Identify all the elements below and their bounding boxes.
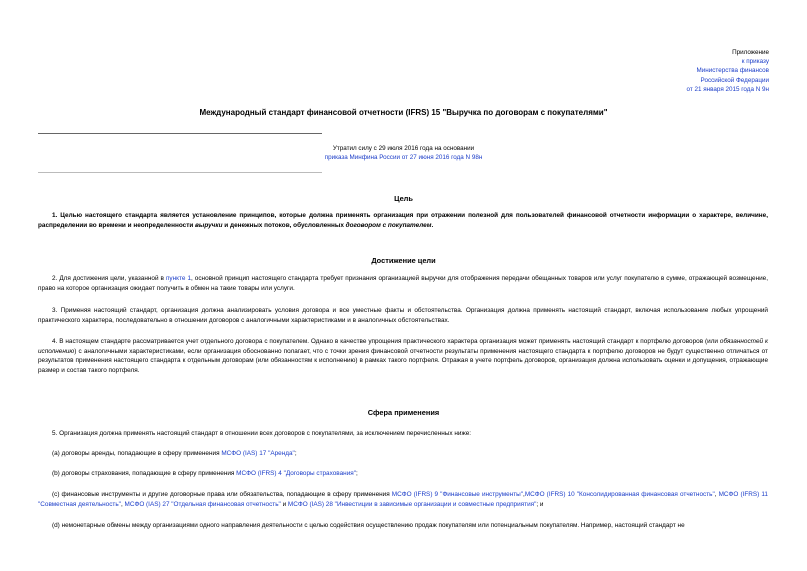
paragraph-2 [38, 274, 768, 293]
appendix-line[interactable]: от 21 января 2015 года N 9н [686, 85, 769, 93]
lost-force-text: Утратил силу с 29 июля 2016 года на основании [332, 145, 475, 152]
text: . [431, 221, 434, 229]
paragraph-4 [38, 337, 768, 375]
paragraph-5: 5. Организация должна применять настоящий стандарт в отношении всех договоров с покупателями, за исключением перечисленных ниже: [52, 430, 472, 437]
term-contract: договором с покупателем [345, 221, 432, 229]
paragraph-1 [38, 211, 768, 230]
paragraph-b [38, 469, 768, 479]
appendix-line[interactable]: Министерства финансов [696, 67, 769, 75]
ifrs-10-link[interactable]: МСФО (IFRS) 10 "Консолидированная финансовая отчетность" [524, 491, 715, 498]
text: (c) финансовые инструменты и другие договорные права или обязательства, попадающие в сферу применения [52, 491, 392, 498]
text: ) с аналогичными характеристиками, если организация обоснованно полагает, что с точки зрения финансовой отчетности результаты применения настоящего стандарта к портфелю договоров не будут существенно отличаться от результатов применения настоящего стандарта к отдельным договорам (или обязанностям к исполнению) в рамках такого портфеля. Отражая в учете портфель договоров, организация должна использовать оценки и допущения, отражающие размер и состав такого портфеля. [38, 347, 768, 374]
text: и [280, 500, 288, 508]
text: (b) договоры страхования, попадающие в сферу применения [52, 470, 237, 477]
text: 1. Целью настоящего стандарта является установление принципов, которые должна применять организация при отражении полезной для пользователей финансовой отчетности информации о характере, величине, распределении во времени и неопределенности [38, 212, 768, 229]
ias-27-link[interactable]: МСФО (IAS) 27 "Отдельная финансовая отчетность" [124, 500, 281, 508]
appendix-line[interactable]: к приказу [741, 58, 769, 66]
appendix-header [687, 48, 770, 94]
term-obligations: обязанностей к исполнению [38, 338, 768, 355]
paragraph-link[interactable]: пункте 1 [165, 275, 191, 282]
ias-28-link[interactable]: МСФО (IAS) 28 "Инвестиции в зависимые организации и совместные предприятия" [287, 500, 537, 508]
text: , [120, 500, 125, 508]
section-heading-goal: Цель [394, 194, 413, 203]
document-title: Международный стандарт финансовой отчетности (IFRS) 15 "Выручка по договорам с покупателями" [199, 108, 608, 117]
text: и денежных потоков, обусловленных [222, 221, 346, 229]
text: 2. Для достижения цели, указанной в [52, 275, 166, 282]
text: ; и [536, 500, 544, 508]
ias-17-link[interactable]: МСФО (IAS) 17 "Аренда" [221, 450, 295, 457]
text: (a) договоры аренды, попадающие в сферу применения [52, 450, 222, 457]
paragraph-d: (d) немонетарные обмены между организациями одного направления деятельности с целью содействия осуществлению продаж покупателям или потенциальным покупателям. Например, настоящий стандарт не [52, 522, 685, 529]
divider [38, 133, 322, 134]
ifrs-4-link[interactable]: МСФО (IFRS) 4 "Договоры страхования" [236, 470, 356, 477]
text: , основной принцип настоящего стандарта требует признания организацией выручки для отображения передачи обещанных товаров или услуг покупателю в сумме, отражающей возмещение, право на которое организация ожидает получить в обмен на такие товары или услуги. [38, 275, 768, 292]
order-link[interactable]: приказа Минфина России от 27 июня 2016 года N 98н [324, 154, 483, 162]
text: ; [356, 470, 358, 477]
status-note [0, 144, 807, 163]
section-heading-scope: Сфера применения [367, 408, 440, 417]
divider [38, 172, 322, 173]
text: 4. В настоящем стандарте рассматривается учет отдельного договора с покупателем. Однако в качестве упрощения практического характера организация может применять настоящий стандарт к портфелю договоров (или [52, 338, 720, 345]
term-revenue: выручки [195, 221, 223, 229]
text: , [523, 491, 525, 498]
section-heading-achieving: Достижение цели [371, 256, 436, 265]
appendix-line[interactable]: Российской Федерации [700, 76, 769, 84]
text: ; [294, 450, 297, 457]
appendix-line: Приложение [732, 49, 769, 56]
paragraph-3: 3. Применяя настоящий стандарт, организация должна анализировать условия договора и все уместные факты и обстоятельства. Организация должна применять настоящий стандарт, включая использование любых упрощений практического характера, последовательно в отношении договоров с аналогичными характеристиками и в аналогичных обстоятельствах. [38, 307, 768, 324]
ifrs-11-link[interactable]: МСФО (IFRS) 11 "Совместная деятельность" [38, 491, 768, 508]
ifrs-9-link[interactable]: МСФО (IFRS) 9 "Финансовые инструменты" [391, 491, 524, 498]
text: , [714, 491, 719, 498]
paragraph-c [38, 490, 768, 509]
paragraph-a [38, 449, 768, 459]
